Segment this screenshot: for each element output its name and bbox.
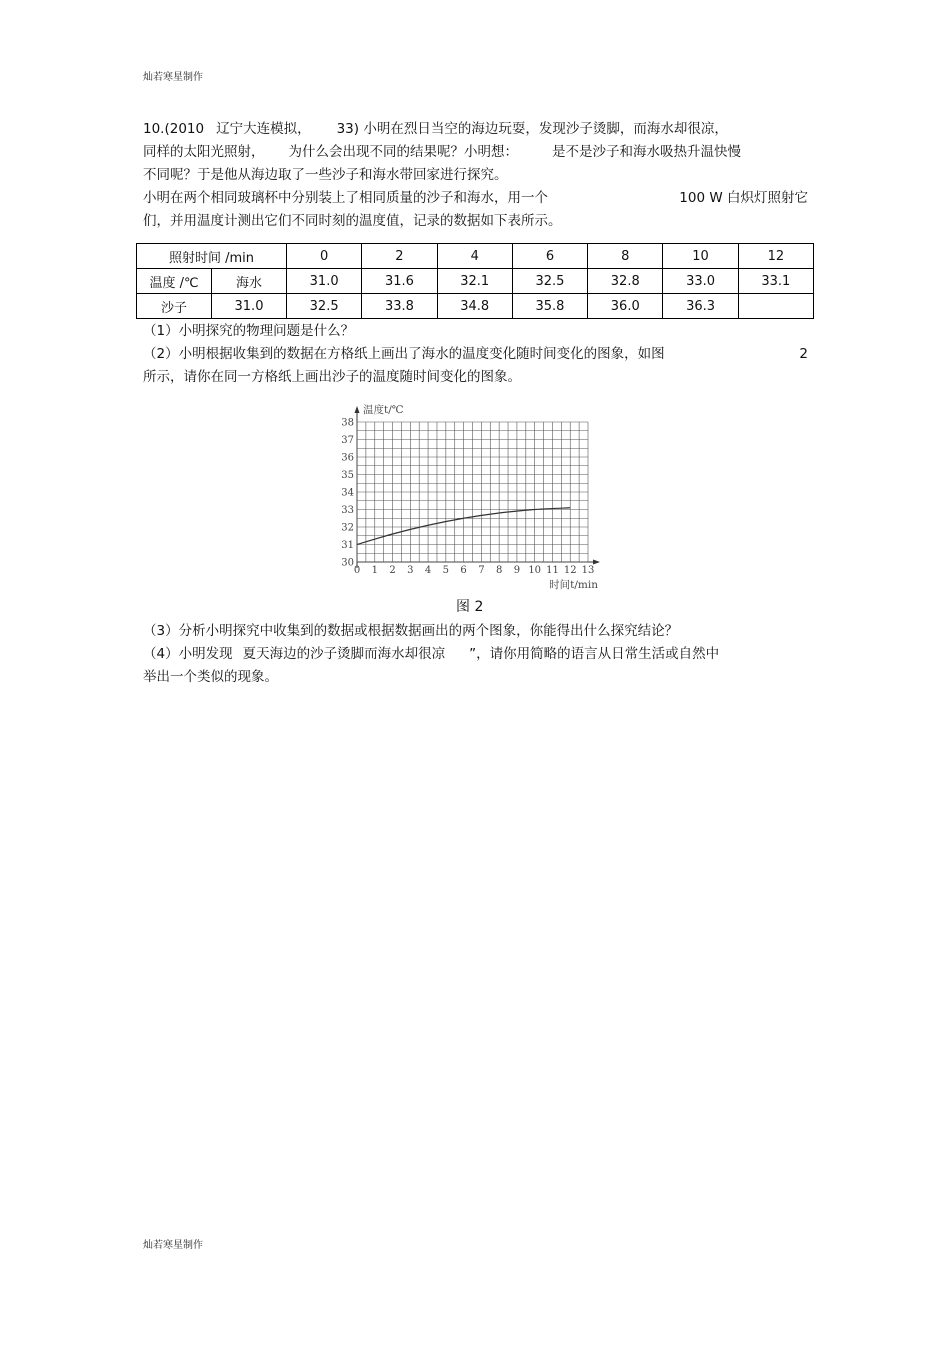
x-tick-label: 10 <box>528 565 542 576</box>
question-4-a: （4）小明发现 <box>143 646 233 662</box>
question-2-text: （2）小明根据收集到的数据在方格纸上画出了海水的温度变化随时间变化的图象，如图 <box>143 346 665 362</box>
x-tick-label: 4 <box>424 565 432 576</box>
figure-caption: 图 2 <box>456 599 484 615</box>
intro-text-2b: 为什么会出现不同的结果呢？小明想： <box>288 144 518 160</box>
intro-text-1: 33) 小明在烈日当空的海边玩耍，发现沙子烫脚，而海水却很凉， <box>336 121 728 137</box>
intro-text-5: 们，并用温度计测出它们不同时刻的温度值，记录的数据如下表所示。 <box>143 213 562 229</box>
value-cell: 31.6 <box>362 269 437 294</box>
question-1: （1）小明探究的物理问题是什么？ <box>143 323 355 339</box>
table-row <box>137 269 814 294</box>
value-cell: 31.0 <box>212 294 287 319</box>
y-tick-label: 38 <box>341 417 354 429</box>
intro-source-year: 10.(2010 <box>143 121 205 137</box>
y-tick-label: 33 <box>341 505 354 516</box>
question-4-c: ”，请你用简略的语言从日常生活或自然中 <box>469 646 720 662</box>
x-tick-label: 9 <box>513 565 521 576</box>
y-axis-label: 温度t/℃ <box>363 404 404 416</box>
y-tick-label: 32 <box>341 522 354 534</box>
page-header: 灿若寒星制作 <box>143 72 203 83</box>
intro-text-4a: 小明在两个相同玻璃杯中分别装上了相同质量的沙子和海水，用一个 <box>143 190 548 206</box>
x-tick-label: 11 <box>546 565 559 576</box>
y-tick-label: 36 <box>341 452 354 464</box>
x-tick-label: 13 <box>581 565 595 576</box>
questions-block-2 <box>143 620 808 689</box>
time-cell: 2 <box>362 244 437 269</box>
x-tick-label: 8 <box>495 565 503 576</box>
x-tick-label: 6 <box>460 565 467 576</box>
value-cell: 35.8 <box>512 294 587 319</box>
value-cell: 33.8 <box>362 294 437 319</box>
question-4-d: 举出一个类似的现象。 <box>143 669 278 685</box>
value-cell: 36.0 <box>588 294 663 319</box>
time-cell: 0 <box>287 244 362 269</box>
value-cell: 33.1 <box>738 269 813 294</box>
y-tick-label: 34 <box>341 487 354 499</box>
value-cell: 34.8 <box>437 294 512 319</box>
value-cell: 32.5 <box>512 269 587 294</box>
value-cell: 32.1 <box>437 269 512 294</box>
question-3: （3）分析小明探究中收集到的数据或根据数据画出的两个图象，你能得出什么探究结论？ <box>143 623 679 639</box>
questions-block-1 <box>143 320 808 389</box>
value-cell: 36.3 <box>663 294 738 319</box>
y-tick-label: 37 <box>341 435 354 446</box>
value-cell: 32.5 <box>287 294 362 319</box>
time-cell: 10 <box>663 244 738 269</box>
question-2-figref: 2 <box>799 346 808 362</box>
chart-grid <box>357 422 588 562</box>
chart-tick-labels <box>341 418 594 577</box>
time-label-cell: 照射时间 /min <box>137 244 287 269</box>
table-header-row <box>137 244 814 269</box>
time-cell: 6 <box>512 244 587 269</box>
x-tick-label: 0 <box>353 565 361 576</box>
time-cell: 8 <box>588 244 663 269</box>
intro-text-2a: 同样的太阳光照射， <box>143 144 265 160</box>
intro-text-4b: 100 W 白炽灯照射它 <box>679 190 808 206</box>
value-cell <box>738 294 813 319</box>
value-cell: 32.8 <box>588 269 663 294</box>
y-tick-label: 35 <box>341 470 354 481</box>
intro-text-2c: 是不是沙子和海水吸热升温快慢 <box>552 144 741 160</box>
page-footer: 灿若寒星制作 <box>143 1240 203 1251</box>
intro-paragraph <box>143 118 808 233</box>
x-tick-label: 2 <box>389 565 396 576</box>
time-cell: 4 <box>437 244 512 269</box>
time-cell: 12 <box>738 244 813 269</box>
y-axis-arrow-icon <box>355 406 360 413</box>
x-tick-label: 3 <box>407 565 414 576</box>
x-tick-label: 12 <box>563 565 577 576</box>
temp-label-cell: 温度 /℃ <box>137 269 212 294</box>
temperature-chart <box>330 396 610 596</box>
data-table <box>136 243 814 319</box>
x-axis-arrow-icon <box>593 560 600 565</box>
x-axis-label: 时间t/min <box>549 579 598 591</box>
x-tick-label: 5 <box>442 565 450 576</box>
intro-source-place: 辽宁大连模拟， <box>216 121 311 137</box>
y-tick-label: 31 <box>341 540 354 551</box>
intro-text-3: 不同呢？于是他从海边取了一些沙子和海水带回家进行探究。 <box>143 167 508 183</box>
question-2-cont: 所示，请你在同一方格纸上画出沙子的温度随时间变化的图象。 <box>143 369 521 385</box>
value-cell: 31.0 <box>287 269 362 294</box>
y-tick-label: 30 <box>341 557 354 569</box>
question-4-quote: 夏天海边的沙子烫脚而海水却很凉 <box>242 646 446 662</box>
x-tick-label: 1 <box>371 565 378 576</box>
row-name-cell: 海水 <box>212 269 287 294</box>
x-tick-label: 7 <box>478 565 485 576</box>
row-name-cell: 沙子 <box>137 294 212 319</box>
table-row <box>137 294 814 319</box>
value-cell: 33.0 <box>663 269 738 294</box>
